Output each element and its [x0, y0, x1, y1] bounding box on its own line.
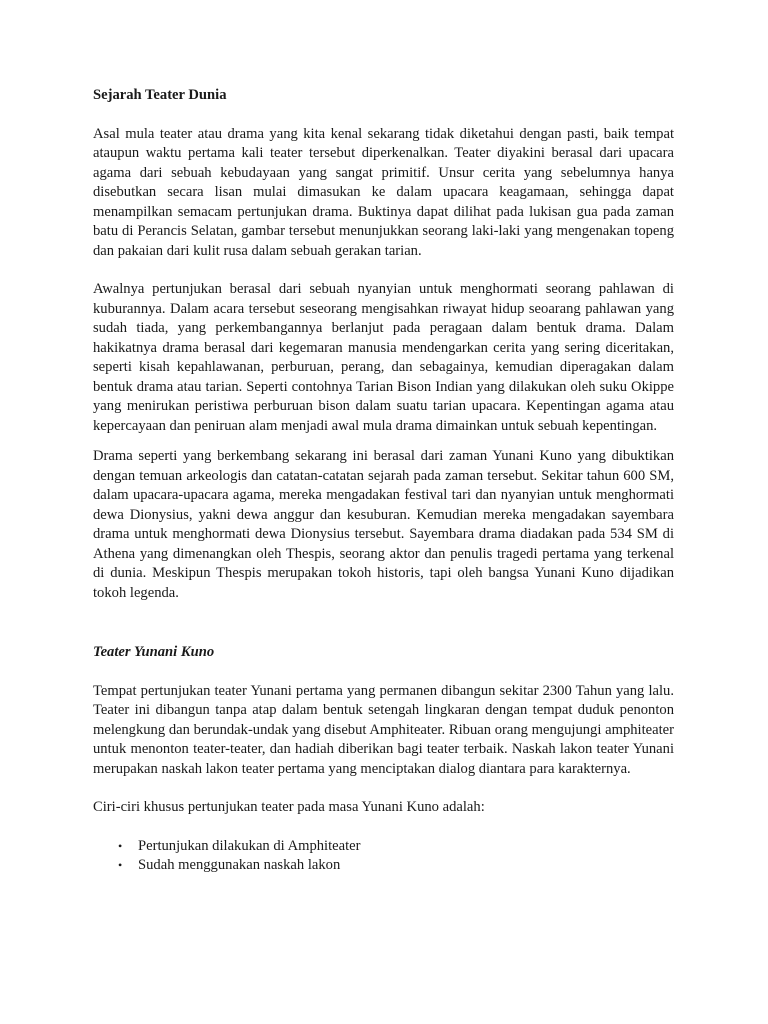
paragraph-awalnya: Awalnya pertunjukan berasal dari sebuah nyanyian untuk menghormati seorang pahlawan di kuburannya. Dalam acara tersebut seseorang mengisahkan riwayat hidup seoarang pahlawan yang sudah tiada, yang perkembangannya berlanjut pada peragaan dalam bentuk drama. Dalam hakikatnya drama berasal dari kegemaran manusia mendengarkan cerita yang sering diceritakan, seperti kisah kepahlawanan, perburuan, perang, dan sebagainya, kemudian diperagakan dalam bentuk drama atau tarian. Seperti contohnya Tarian Bison Indian yang dilakukan oleh suku Okippe yang menirukan peristiwa perburuan bison dalam suatu tarian upacara. Kepentingan agama atau kepercayaan dan peniruan alam menjadi awal mula drama dimainkan untuk sebuah kepentingan.: [93, 281, 674, 434]
list-item-label: Sudah menggunakan naskah lakon: [138, 857, 341, 873]
bullet-icon: •: [118, 858, 123, 872]
paragraph-tempat-pertunjukan: Tempat pertunjukan teater Yunani pertama yang permanen dibangun sekitar 2300 Tahun yang lalu. Teater ini dibangun tanpa atap dalam bentuk setengah lingkaran dengan tempat duduk penonton melengkung dan berundak-undak yang disebut Amphiteater. Ribuan orang mengujungi amphiteater untuk menonton teater-teater, dan hadiah diberikan bagi teater terbaik. Naskah lakon teater Yunani merupakan naskah lakon teater pertama yang menciptakan dialog diantara para karakternya.: [93, 682, 674, 777]
list-item: [118, 856, 674, 876]
paragraph-drama-yunani: Drama seperti yang berkembang sekarang ini berasal dari zaman Yunani Kuno yang dibuktikan dengan temuan arkeologis dan catatan-catatan sejarah pada zaman tersebut. Sekitar tahun 600 SM, dalam upacara-upacara agama, mereka mengadakan festival tari dan nyanyian untuk menghormati dewa Dionysius, yakni dewa anggur dan kesuburan. Kemudian mereka mengadakan sayembara drama untuk menghormati dewa Dionysius tersebut. Sayembara drama diadakan pada 534 SM di Athena yang dimenangkan oleh Thespis, seorang aktor dan penulis tragedi pertama yang terkenal di dunia. Meskipun Thespis merupakan tokoh historis, tapi oleh bangsa Yunani Kuno dijadikan tokoh legenda.: [93, 448, 674, 601]
list-item-label: Pertunjukan dilakukan di Amphiteater: [138, 837, 361, 854]
section-title-sejarah-teater-dunia: Sejarah Teater Dunia: [93, 87, 227, 103]
document-page: [93, 86, 674, 876]
list-item: [118, 837, 674, 857]
paragraph-ciri-ciri: Ciri-ciri khusus pertunjukan teater pada masa Yunani Kuno adalah:: [93, 799, 485, 815]
paragraph-asal-mula: Asal mula teater atau drama yang kita kenal sekarang tidak diketahui dengan pasti, baik tempat ataupun waktu pertama kali teater tersebut diperkenalkan. Teater diyakini berasal dari upacara agama dari sebuah kebudayaan yang sangat primitif. Unsur cerita yang sebelumnya hanya disebutkan secara lisan mulai dimasukan ke dalam upacara keagamaan, sehingga dapat menampilkan semacam pertunjukan drama. Buktinya dapat dilihat pada lukisan gua pada zaman batu di Perancis Selatan, gambar tersebut menunjukkan seorang laki-laki yang mengenakan topeng dan pakaian dari kulit rusa dalam sebuah gerakan tarian.: [93, 125, 674, 259]
section-title-teater-yunani-kuno: Teater Yunani Kuno: [93, 644, 215, 660]
bullet-icon: •: [118, 838, 123, 853]
bullet-list: [93, 837, 674, 876]
